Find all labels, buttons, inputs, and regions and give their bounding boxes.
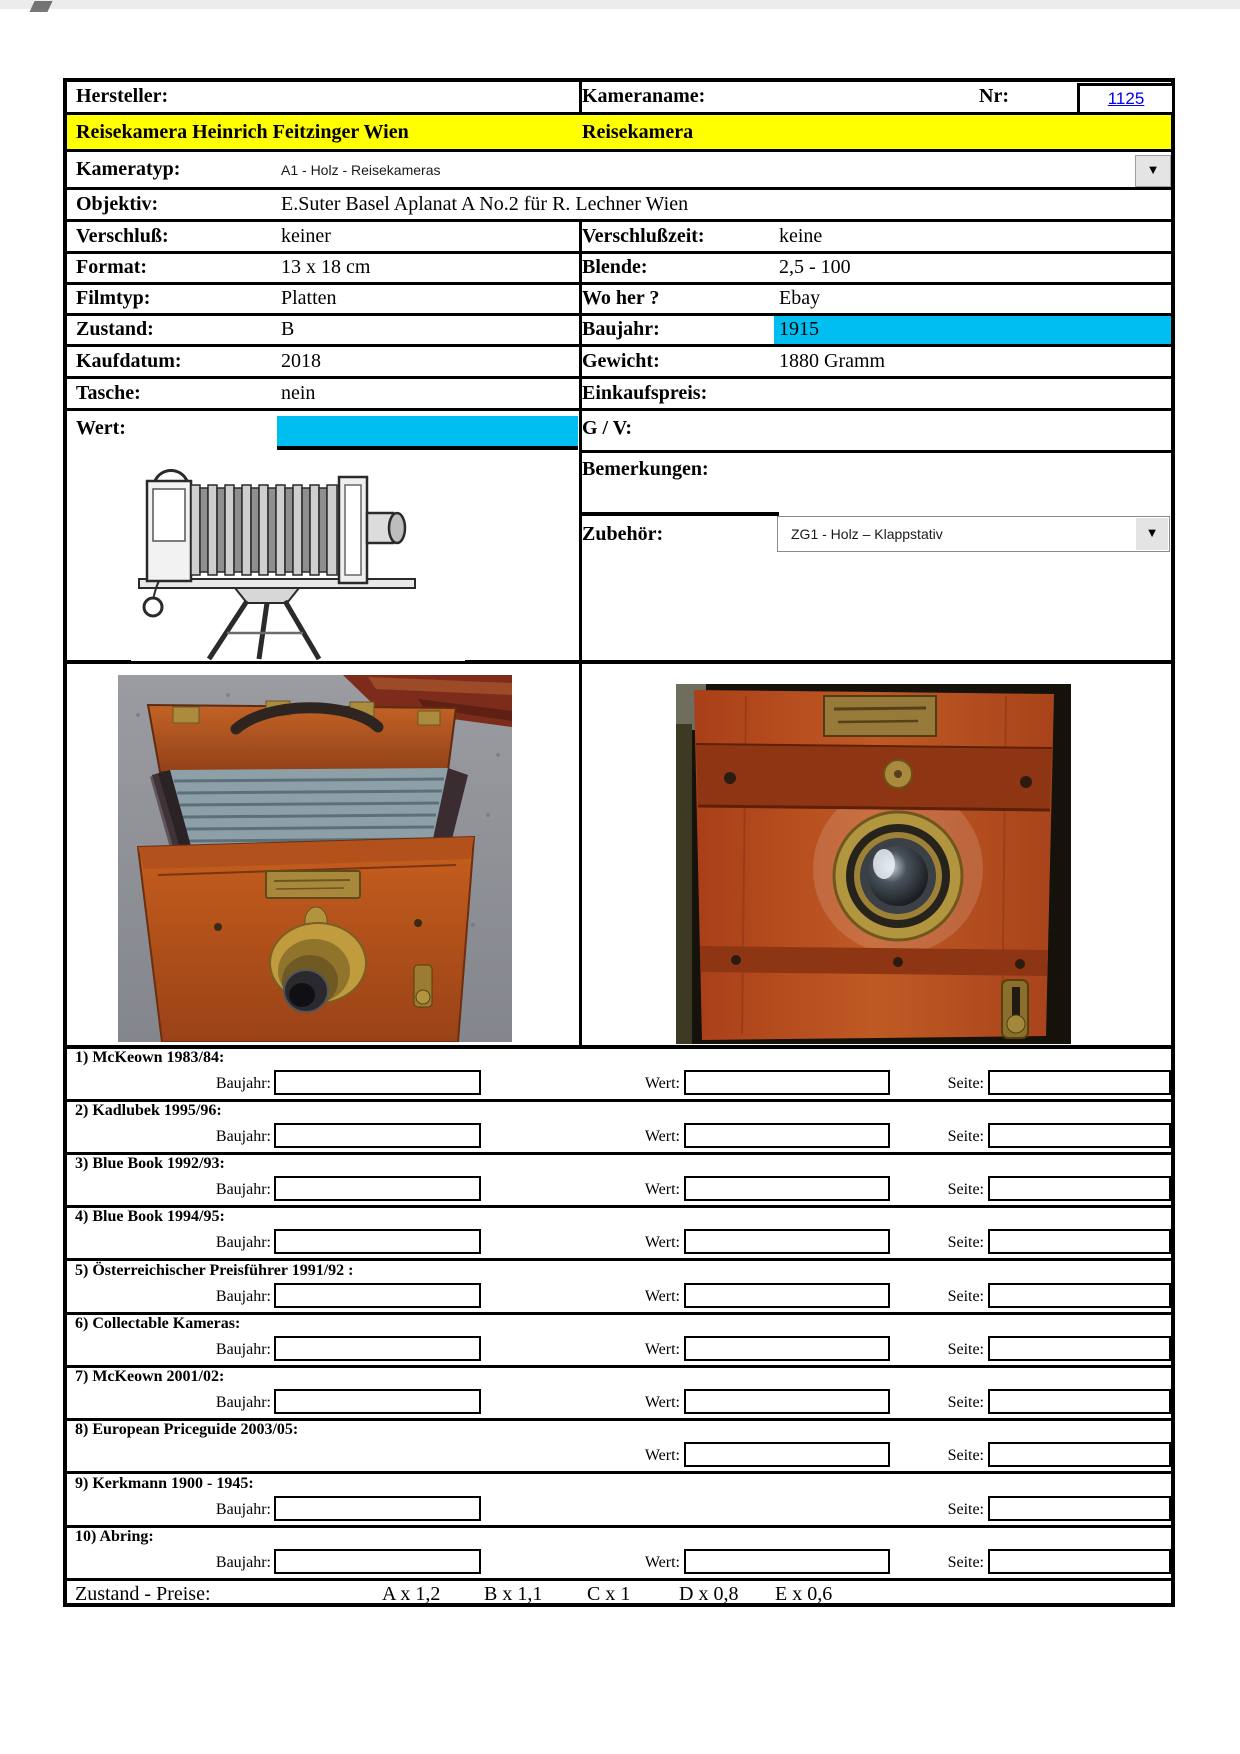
kaufdatum-value: 2018 (281, 350, 321, 372)
kameratyp-dropdown-button[interactable] (1135, 155, 1171, 187)
guide-entry (67, 1208, 1171, 1261)
verschlusszeit-label: Verschlußzeit: (582, 225, 705, 247)
hersteller-value: Reisekamera Heinrich Feitzinger Wien (76, 121, 409, 143)
filmtyp-label: Filmtyp: (76, 287, 151, 309)
seite-input[interactable] (988, 1549, 1171, 1574)
zustand-factor-a: A x 1,2 (382, 1583, 441, 1605)
chevron-down-icon: ▼ (1146, 162, 1160, 177)
guide-baujahr-label: Baujahr: (215, 1181, 271, 1198)
wert-input[interactable] (684, 1389, 890, 1414)
row-kaufdatum (67, 347, 1171, 379)
guide-seite-label: Seite: (947, 1288, 984, 1305)
guide-entry (67, 1368, 1171, 1421)
format-label: Format: (76, 256, 148, 278)
kaufdatum-label: Kaufdatum: (76, 350, 182, 372)
verschlusszeit-value: keine (779, 225, 823, 247)
row-wert (67, 411, 1171, 453)
guide-seite-label: Seite: (947, 1501, 984, 1518)
baujahr-input[interactable] (274, 1123, 481, 1148)
wert-input[interactable] (684, 1229, 890, 1254)
kameraname-value: Reisekamera (582, 121, 694, 143)
hersteller-label: Hersteller: (76, 85, 169, 107)
baujahr-input[interactable] (274, 1070, 481, 1095)
blende-label: Blende: (582, 256, 648, 278)
wert-input[interactable] (684, 1442, 890, 1467)
bemerkungen-label: Bemerkungen: (582, 458, 709, 480)
guide-title: 10) Abring: (75, 1528, 154, 1545)
camera-photo-left (118, 675, 512, 1042)
guide-seite-label: Seite: (947, 1128, 984, 1145)
wert-input[interactable] (684, 1549, 890, 1574)
guide-seite-label: Seite: (947, 1341, 984, 1358)
wert-value-field[interactable] (277, 416, 578, 450)
verschluss-value: keiner (281, 225, 331, 247)
guide-seite-label: Seite: (947, 1554, 984, 1571)
zubehoer-value: ZG1 - Holz – Klappstativ (791, 526, 943, 542)
nr-label: Nr: (979, 85, 1009, 107)
guide-entry (67, 1528, 1171, 1581)
guide-entry (67, 1102, 1171, 1155)
verschluss-label: Verschluß: (76, 225, 169, 247)
guide-entry (67, 1155, 1171, 1208)
guide-wert-label: Wert: (644, 1128, 680, 1145)
wert-input[interactable] (684, 1336, 890, 1361)
camera-photo-right (676, 684, 1071, 1044)
guide-title: 8) European Priceguide 2003/05: (75, 1421, 299, 1438)
row-filmtyp (67, 285, 1171, 316)
baujahr-input[interactable] (274, 1229, 481, 1254)
wert-label: Wert: (76, 417, 126, 439)
objektiv-value: E.Suter Basel Aplanat A No.2 für R. Lechner Wien (281, 193, 689, 215)
price-guides-section (67, 1049, 1171, 1581)
zustand-value: B (281, 318, 295, 340)
guide-title: 2) Kadlubek 1995/96: (75, 1102, 222, 1119)
guide-entry (67, 1475, 1171, 1528)
guide-baujahr-label: Baujahr: (215, 1394, 271, 1411)
guide-wert-label: Wert: (644, 1075, 680, 1092)
kameraname-label: Kameraname: (582, 85, 706, 107)
row-title (67, 115, 1171, 152)
guide-baujahr-label: Baujahr: (215, 1501, 271, 1518)
row-kameratyp (67, 152, 1171, 190)
guide-wert-label: Wert: (644, 1554, 680, 1571)
guide-wert-label: Wert: (644, 1288, 680, 1305)
row-zustand-preise (67, 1581, 1171, 1611)
blende-value: 2,5 - 100 (779, 256, 851, 278)
guide-title: 3) Blue Book 1992/93: (75, 1155, 225, 1172)
einkaufspreis-label: Einkaufspreis: (582, 382, 708, 404)
record-number-link[interactable]: 1125 (1107, 89, 1145, 108)
wert-input[interactable] (684, 1176, 890, 1201)
guide-seite-label: Seite: (947, 1394, 984, 1411)
zustand-factor-e: E x 0,6 (775, 1583, 833, 1605)
guide-entry (67, 1421, 1171, 1474)
baujahr-input[interactable] (274, 1389, 481, 1414)
woher-label: Wo her ? (582, 287, 660, 309)
woher-value: Ebay (779, 287, 821, 309)
filmtyp-value: Platten (281, 287, 337, 309)
gewicht-label: Gewicht: (582, 350, 660, 372)
zustand-label: Zustand: (76, 318, 154, 340)
baujahr-input[interactable] (274, 1336, 481, 1361)
seite-input[interactable] (988, 1496, 1171, 1521)
guide-wert-label: Wert: (644, 1447, 680, 1464)
row-format (67, 254, 1171, 285)
guide-baujahr-label: Baujahr: (215, 1341, 271, 1358)
zustand-factor-d: D x 0,8 (679, 1583, 739, 1605)
seite-input[interactable] (988, 1123, 1171, 1148)
wert-input[interactable] (684, 1283, 890, 1308)
row-zustand (67, 316, 1171, 347)
baujahr-label: Baujahr: (582, 318, 660, 340)
scan-artifact (29, 1, 52, 12)
camera-illustration (131, 455, 465, 661)
row-header (67, 82, 1171, 115)
seite-input[interactable] (988, 1336, 1171, 1361)
kameratyp-label: Kameratyp: (76, 158, 181, 180)
chevron-down-icon: ▼ (1145, 525, 1159, 540)
guide-seite-label: Seite: (947, 1447, 984, 1464)
objektiv-label: Objektiv: (76, 193, 159, 215)
guide-title: 7) McKeown 2001/02: (75, 1368, 225, 1385)
zubehoer-dropdown-button[interactable] (1136, 518, 1168, 550)
record-form (63, 78, 1175, 1607)
row-verschluss (67, 222, 1171, 254)
baujahr-value: 1915 (779, 318, 819, 340)
baujahr-input[interactable] (274, 1283, 481, 1308)
guide-seite-label: Seite: (947, 1181, 984, 1198)
row-middle (67, 453, 1171, 664)
tasche-value: nein (281, 382, 316, 404)
seite-input[interactable] (988, 1442, 1171, 1467)
row-tasche (67, 379, 1171, 411)
guide-wert-label: Wert: (644, 1394, 680, 1411)
guide-baujahr-label: Baujahr: (215, 1128, 271, 1145)
guide-wert-label: Wert: (644, 1181, 680, 1198)
seite-input[interactable] (988, 1229, 1171, 1254)
seite-input[interactable] (988, 1070, 1171, 1095)
guide-baujahr-label: Baujahr: (215, 1075, 271, 1092)
guide-title: 4) Blue Book 1994/95: (75, 1208, 225, 1225)
gv-label: G / V: (582, 417, 633, 439)
guide-baujahr-label: Baujahr: (215, 1288, 271, 1305)
zustand-factor-c: C x 1 (587, 1583, 631, 1605)
guide-entry (67, 1049, 1171, 1102)
row-objektiv (67, 190, 1171, 222)
zustand-preise-label: Zustand - Preise: (75, 1583, 211, 1605)
guide-entry (67, 1315, 1171, 1368)
guide-seite-label: Seite: (947, 1234, 984, 1251)
divider-line (579, 512, 779, 516)
kameratyp-combobox[interactable]: A1 - Holz - Reisekameras (281, 162, 441, 178)
baujahr-input[interactable] (274, 1496, 481, 1521)
guide-title: 1) McKeown 1983/84: (75, 1049, 225, 1066)
guide-title: 5) Österreichischer Preisführer 1991/92 : (75, 1262, 354, 1279)
guide-entry (67, 1262, 1171, 1315)
gewicht-value: 1880 Gramm (779, 350, 886, 372)
guide-baujahr-label: Baujahr: (215, 1234, 271, 1251)
guide-wert-label: Wert: (644, 1234, 680, 1251)
seite-input[interactable] (988, 1283, 1171, 1308)
guide-title: 9) Kerkmann 1900 - 1945: (75, 1475, 254, 1492)
guide-title: 6) Collectable Kameras: (75, 1315, 241, 1332)
seite-input[interactable] (988, 1176, 1171, 1201)
baujahr-input[interactable] (274, 1176, 481, 1201)
baujahr-value-field[interactable] (774, 316, 1171, 344)
tasche-label: Tasche: (76, 382, 141, 404)
wert-input[interactable] (684, 1070, 890, 1095)
guide-baujahr-label: Baujahr: (215, 1554, 271, 1571)
seite-input[interactable] (988, 1389, 1171, 1414)
guide-seite-label: Seite: (947, 1075, 984, 1092)
zubehoer-combobox[interactable] (777, 516, 1170, 552)
row-photos (67, 664, 1171, 1049)
guide-wert-label: Wert: (644, 1341, 680, 1358)
zustand-factor-b: B x 1,1 (484, 1583, 543, 1605)
zubehoer-label: Zubehör: (582, 523, 664, 545)
scan-edge-strip (0, 0, 1240, 9)
baujahr-input[interactable] (274, 1549, 481, 1574)
format-value: 13 x 18 cm (281, 256, 371, 278)
record-number-box (1077, 83, 1175, 115)
wert-input[interactable] (684, 1123, 890, 1148)
